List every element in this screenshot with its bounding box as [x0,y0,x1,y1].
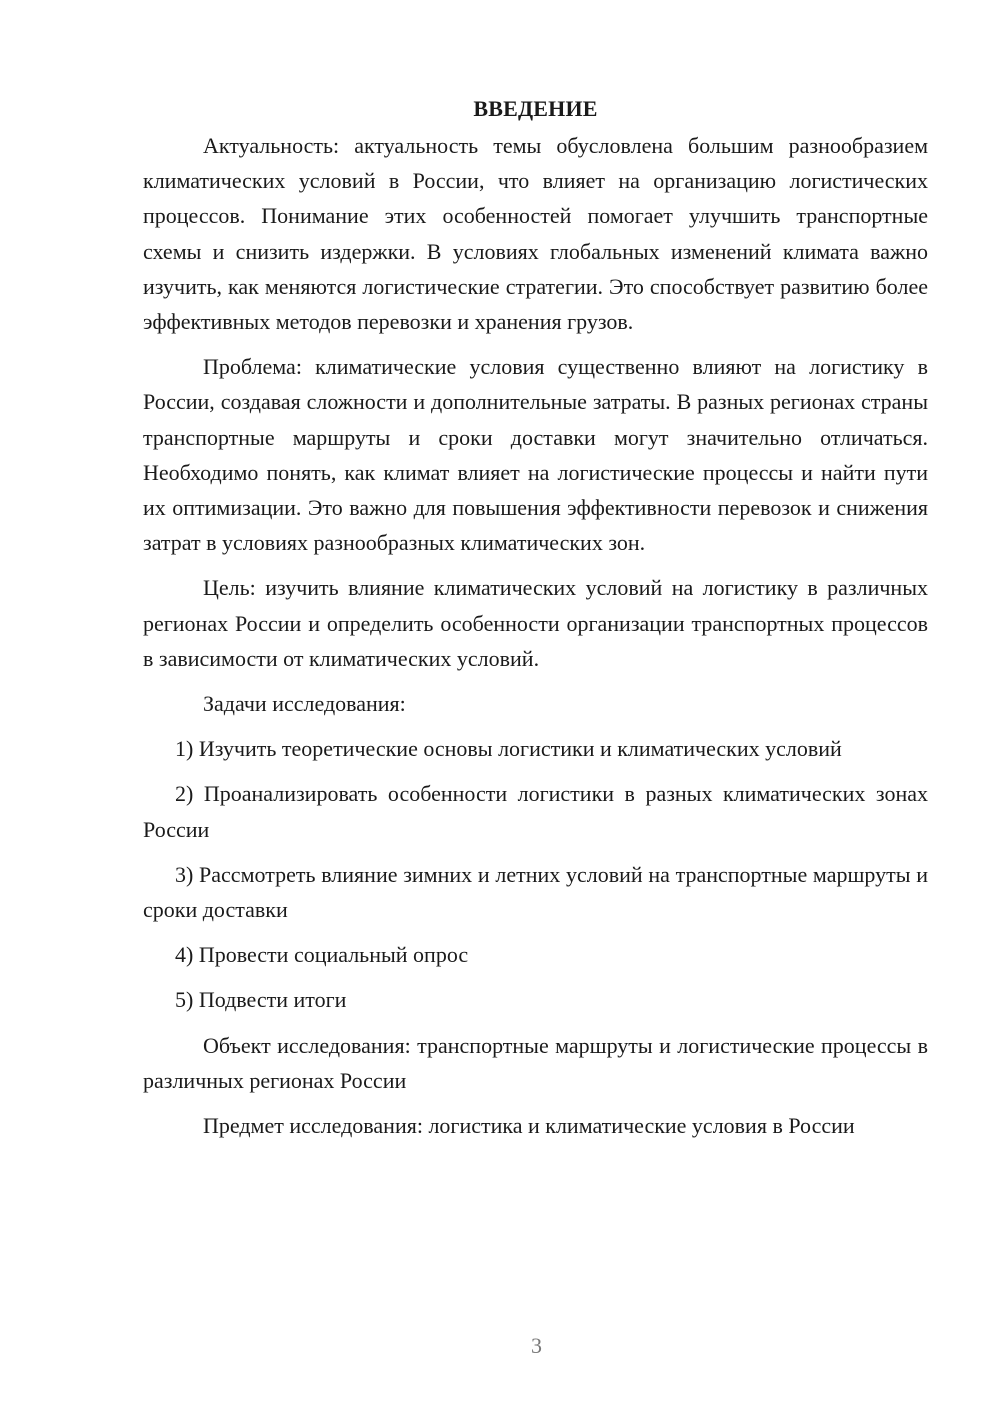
task-item-1: 1) Изучить теоретические основы логистики и климатических условий [175,736,842,762]
task-item-2: 2) Проанализировать особенности логистики в разных климатических зонах России [143,781,928,842]
subject-paragraph: Предмет исследования: логистика и климатические условия в России [203,1113,855,1139]
relevance-paragraph: Актуальность: актуальность темы обусловлена большим разнообразием климатических условий в России, что влияет на организацию логистических процессов. Понимание этих особенностей помогает улучшить транспортные схемы и снизить издержки. В условиях глобальных изменений климата важно изучить, как меняются логистические стратегии. Это способствует развитию более эффективных методов перевозки и хранения грузов. [143,133,928,335]
task-item-3: 3) Рассмотреть влияние зимних и летних условий на транспортные маршруты и сроки доставки [143,861,928,923]
task-item-5: 5) Подвести итоги [175,987,347,1013]
document-page [143,92,928,1153]
object-paragraph: Объект исследования: транспортные маршруты и логистические процессы в различных регионах России [143,1032,928,1093]
goal-paragraph: Цель: изучить влияние климатических условий на логистику в различных регионах России и определить особенности организации транспортных процессов в зависимости от климатических условий. [143,575,928,671]
task-item-4: 4) Провести социальный опрос [175,942,469,968]
section-title: ВВЕДЕНИЕ [473,96,598,121]
problem-paragraph: Проблема: климатические условия существенно влияют на логистику в России, создавая сложности и дополнительные затраты. В разных регионах страны транспортные маршруты и сроки доставки могут значительно отличаться. Необходимо понять, как климат влияет на логистические процессы и найти пути их оптимизации. Это важно для повышения эффективности перевозок и снижения затрат в условиях разнообразных климатических зон. [143,354,928,556]
page-number: 3 [531,1333,542,1358]
tasks-heading: Задачи исследования: [203,691,406,717]
